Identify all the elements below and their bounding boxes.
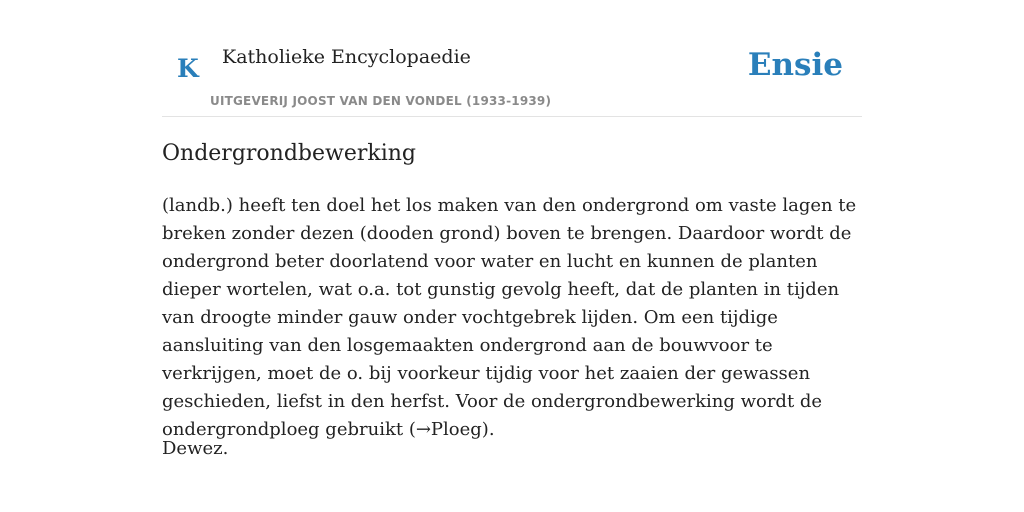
site-header (162, 0, 862, 117)
ensie-logo[interactable]: Ensie (747, 47, 843, 83)
entry-author: Dewez. (162, 438, 229, 459)
encyclopedia-logo[interactable]: K (177, 54, 199, 83)
entry-body: (landb.) heeft ten doel het los maken van den ondergrond om vaste lagen te breken zonder dezen (dooden grond) boven te brengen. Daardoor wordt de ondergrond beter doorlatend voor water en lucht en kunnen de planten dieper wortelen, wat o.a. tot gunstig gevolg heeft, dat de planten in tijden van droogte minder gauw onder vochtgebrek lijden. Om een tijdige aansluiting van den losgemaakten ondergrond aan de bouwvoor te verkrijgen, moet de o. bij voorkeur tijdig voor het zaaien der gewassen geschieden, liefst in den herfst. Voor de ondergrondbewerking wordt de ondergrondploeg gebruikt (→Ploeg). (162, 195, 857, 440)
page (162, 0, 862, 512)
publisher-label: UITGEVERIJ JOOST VAN DEN VONDEL (1933-1939) (210, 94, 552, 108)
entry-title: Ondergrondbewerking (162, 141, 417, 166)
encyclopedia-title-link[interactable]: Katholieke Encyclopaedie (222, 46, 471, 68)
